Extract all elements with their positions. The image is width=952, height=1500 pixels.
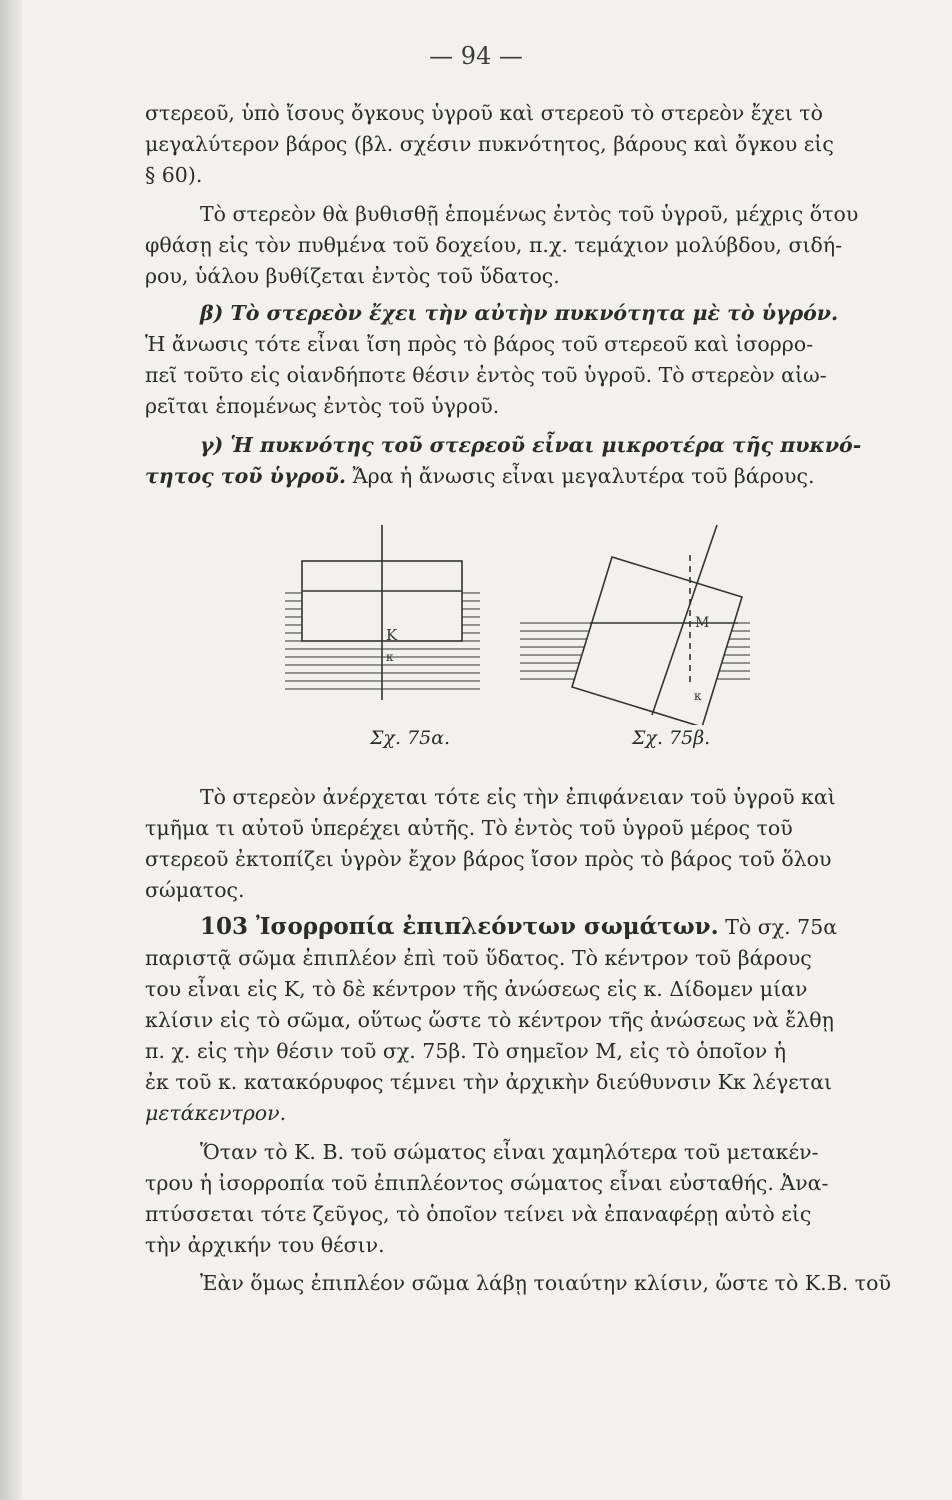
- text-line: Ὅταν τὸ Κ. Β. τοῦ σώματος εἶναι χαμηλότερα τοῦ μετακέν-: [200, 1140, 819, 1164]
- text-line: πεῖ τοῦτο εἰς οἱανδήποτε θέσιν ἐντὸς τοῦ ὑγροῦ. Τὸ στερεὸν αἰω-: [145, 363, 827, 387]
- text-line: Τὸ στερεὸν ἀνέρχεται τότε εἰς τὴν ἐπιφάνειαν τοῦ ὑγροῦ καὶ: [200, 785, 836, 809]
- caption-75b: Σχ. 75β.: [632, 727, 711, 749]
- figure-75: [280, 515, 760, 725]
- text-line: ἐκ τοῦ κ. κατακόρυφος τέμνει τὴν ἀρχικὴν διεύθυνσιν Κκ λέγεται: [145, 1070, 833, 1094]
- text-line: πτύσσεται τότε ζεῦγος, τὸ ὁποῖον τείνει νὰ ἐπαναφέρῃ αὐτὸ εἰς: [145, 1202, 812, 1226]
- text-line: π. χ. εἰς τὴν θέσιν τοῦ σχ. 75β. Τὸ σημεῖον Μ, εἰς τὸ ὁποῖον ἡ: [145, 1039, 787, 1063]
- text-line: σώματος.: [145, 878, 245, 902]
- label-k-b: κ: [694, 689, 702, 703]
- figure-75a: [285, 525, 480, 700]
- page-binding-edge: [0, 0, 22, 1500]
- text-line: στερεοῦ, ὑπὸ ἴσους ὄγκους ὑγροῦ καὶ στερεοῦ τὸ στερεὸν ἔχει τὸ: [145, 101, 823, 125]
- term-metacenter: μετάκεντρον.: [145, 1101, 287, 1125]
- subheading-c: γ) Ἡ πυκνότης τοῦ στερεοῦ εἶναι μικροτέρα τῆς πυκνό-: [200, 433, 862, 457]
- figure-75b: [520, 525, 750, 725]
- text-line: φθάσῃ εἰς τὸν πυθμένα τοῦ δοχείου, π.χ. τεμάχιον μολύβδου, σιδή-: [145, 233, 843, 257]
- section-heading-103: 103 Ἰσορροπία ἐπιπλεόντων σωμάτων.: [200, 913, 719, 940]
- text-line: Τὸ στερεὸν θὰ βυθισθῇ ἑπομένως ἐντὸς τοῦ ὑγροῦ, μέχρις ὅτου: [200, 202, 859, 226]
- text-span: Ἄρα ἡ ἄνωσις εἶναι μεγαλυτέρα τοῦ βάρους.: [352, 464, 815, 488]
- label-K: Κ: [386, 626, 398, 644]
- caption-75a: Σχ. 75α.: [370, 727, 451, 749]
- text-line: [145, 461, 814, 491]
- text-line: παριστᾷ σῶμα ἐπιπλέον ἐπὶ τοῦ ὕδατος. Τὸ κέντρον τοῦ βάρους: [145, 946, 812, 970]
- text-line: μεγαλύτερον βάρος (βλ. σχέσιν πυκνότητος, βάρους καὶ ὄγκου εἰς: [145, 132, 834, 156]
- text-line: ρεῖται ἑπομένως ἐντὸς τοῦ ὑγροῦ.: [145, 394, 500, 418]
- text-line: στερεοῦ ἐκτοπίζει ὑγρὸν ἔχον βάρος ἴσον πρὸς τὸ βάρος τοῦ ὅλου: [145, 847, 832, 871]
- subheading-c-cont: τητος τοῦ ὑγροῦ.: [145, 464, 347, 488]
- text-line: τμῆμα τι αὐτοῦ ὑπερέχει αὐτῆς. Τὸ ἐντὸς τοῦ ὑγροῦ μέρος τοῦ: [145, 816, 793, 840]
- section-103-line: [200, 912, 837, 942]
- text-line: Ἐὰν ὅμως ἐπιπλέον σῶμα λάβῃ τοιαύτην κλίσιν, ὥστε τὸ Κ.Β. τοῦ: [200, 1271, 891, 1295]
- subheading-b: β) Τὸ στερεὸν ἔχει τὴν αὐτὴν πυκνότητα μὲ τὸ ὑγρόν.: [200, 301, 839, 325]
- label-M: M: [695, 615, 710, 631]
- page-number: — 94 —: [429, 42, 523, 70]
- text-line: τὴν ἀρχικήν του θέσιν.: [145, 1233, 385, 1257]
- text-line: του εἶναι εἰς Κ, τὸ δὲ κέντρον τῆς ἀνώσεως εἰς κ. Δίδομεν μίαν: [145, 977, 808, 1001]
- text-line: Ἡ ἄνωσις τότε εἶναι ἴση πρὸς τὸ βάρος τοῦ στερεοῦ καὶ ἰσορρο-: [145, 332, 814, 356]
- text-line: τρου ἡ ἰσορροπία τοῦ ἐπιπλέοντος σώματος εἶναι εὐσταθής. Ἀνα-: [145, 1171, 829, 1195]
- text-span: Τὸ σχ. 75α: [725, 915, 838, 939]
- text-line: κλίσιν εἰς τὸ σῶμα, οὕτως ὥστε τὸ κέντρον τῆς ἀνώσεως νὰ ἔλθῃ: [145, 1008, 834, 1032]
- text-line: ρου, ὑάλου βυθίζεται ἐντὸς τοῦ ὕδατος.: [145, 264, 560, 288]
- text-line: § 60).: [145, 163, 203, 187]
- label-k-a: κ: [386, 650, 394, 664]
